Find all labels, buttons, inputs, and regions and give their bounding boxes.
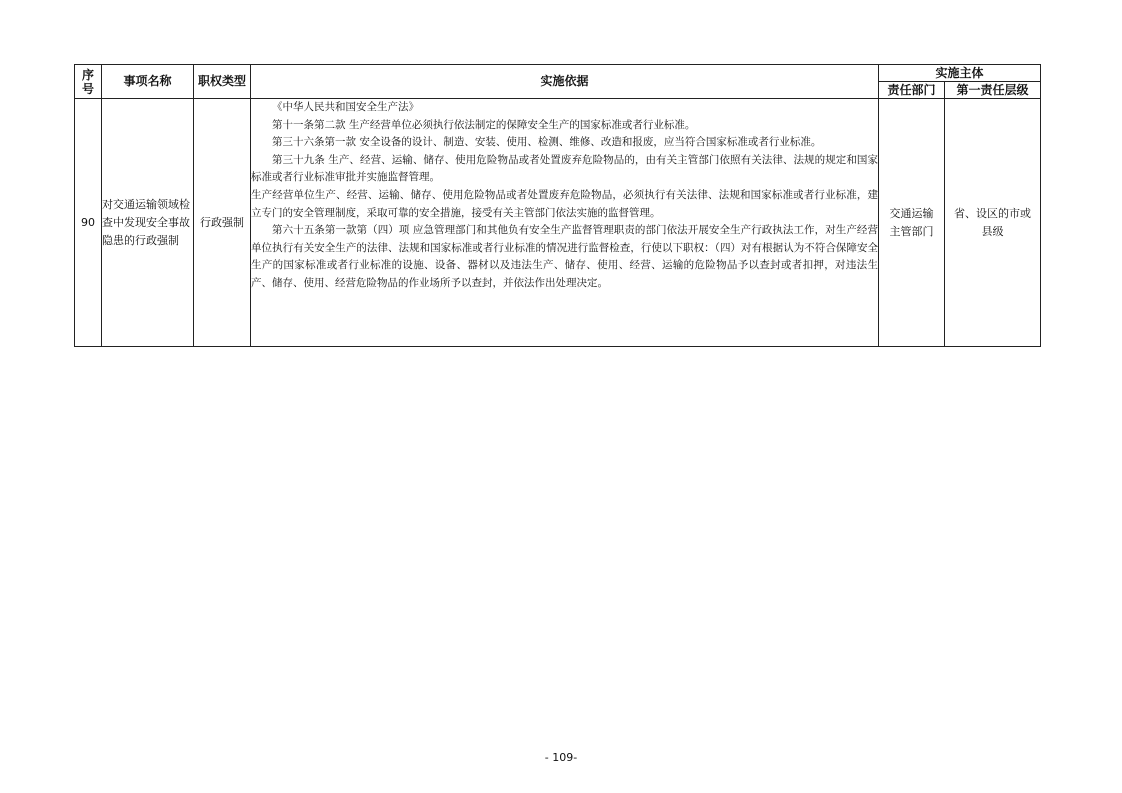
header-level: 第一责任层级 — [945, 82, 1041, 99]
header-dept: 责任部门 — [879, 82, 945, 99]
basis-law-title: 《中华人民共和国安全生产法》 — [272, 101, 419, 113]
basis-article-39: 第三十九条 生产、经营、运输、储存、使用危险物品或者处置废弃危险物品的，由有关主管部门依照有关法律、法规的规定和国家标准或者行业标准审批并实施监督管理。 — [251, 153, 878, 184]
basis-article-36: 第三十六条第一款 安全设备的设计、制造、安装、使用、检测、维修、改造和报废，应当符合国家标准或者行业标准。 — [272, 136, 822, 149]
basis-article-39-para2: 生产经营单位生产、经营、运输、储存、使用危险物品或者处置废弃危险物品，必须执行有关法律、法规和国家标准或者行业标准，建立专门的安全管理制度，采取可靠的安全措施，接受有关主管部门依法实施的监督管理。 — [251, 188, 878, 219]
powers-table — [74, 64, 1041, 347]
header-subject: 实施主体 — [879, 65, 1041, 82]
header-basis: 实施依据 — [251, 65, 879, 99]
header-seq-label: 序号 — [81, 67, 94, 96]
page-number: - 109- — [544, 751, 578, 764]
header-power-type: 职权类型 — [194, 65, 251, 99]
table-row — [75, 99, 1041, 347]
header-seq — [75, 65, 102, 99]
header-item-name: 事项名称 — [102, 65, 194, 99]
row-item-name: 对交通运输领域检查中发现安全事故隐患的行政强制 — [102, 99, 194, 347]
row-dept: 交通运输主管部门 — [879, 99, 945, 347]
row-power-type: 行政强制 — [194, 99, 251, 347]
row-level: 省、设区的市或县级 — [945, 99, 1041, 347]
basis-article-65: 第六十五条第一款第（四）项 应急管理部门和其他负有安全生产监督管理职责的部门依法开展安全生产行政执法工作，对生产经营单位执行有关安全生产的法律、法规和国家标准或者行业标准的情况进行监督检查，行使以下职权：（四）对有根据认为不符合保障安全生产的国家标准或者行业标准的设施、设备、器材以及违法生产、储存、使用、经营、运输的危险物品予以查封或者扣押，对违法生产、储存、使用、经营危险物品的作业场所予以查封，并依法作出处理决定。 — [251, 224, 878, 289]
row-seq: 90 — [75, 99, 102, 347]
basis-article-11: 第十一条第二款 生产经营单位必须执行依法制定的保障安全生产的国家标准或者行业标准。 — [272, 118, 696, 131]
row-basis — [251, 99, 879, 347]
